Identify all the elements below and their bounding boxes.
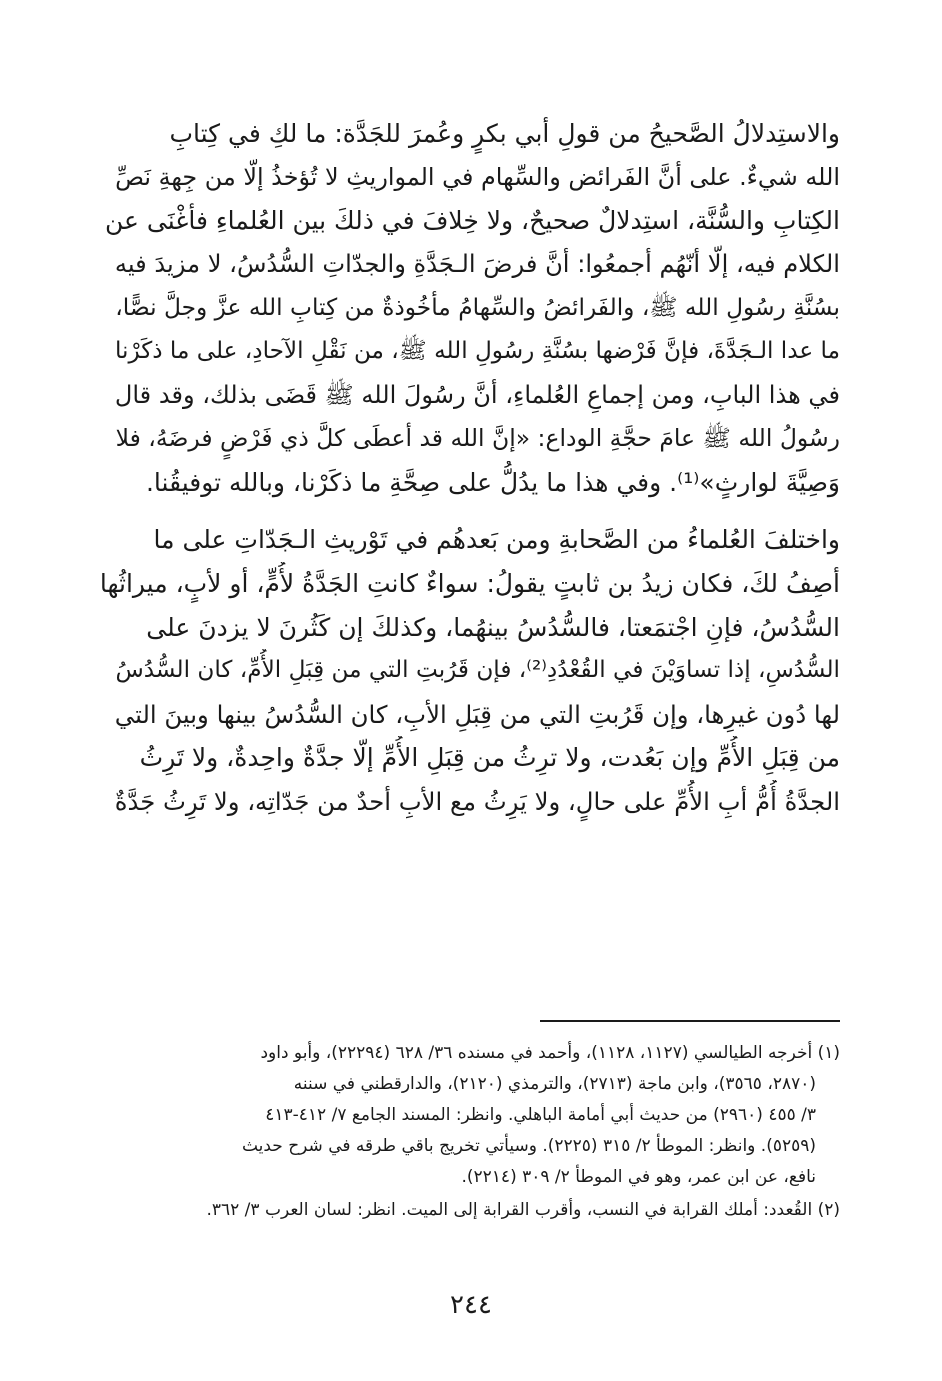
text-line: لها دُون غيرِها، وإن قَرُبتِ التي من قِبَلِ الأبِ، كان السُّدُسُ بينها وبينَ التي [114, 699, 840, 729]
main-text [100, 112, 840, 824]
paragraph-2 [100, 518, 840, 823]
text-line: الجدَّةُ أُمُّ أبِ الأُمِّ على حالٍ، ولا يَرِثُ مع الأبِ أحدٌ من جَدّاتِه، ولا تَرِثُ جَدَّةٌ [114, 786, 840, 816]
footnote-2 [100, 1195, 840, 1226]
text-line: من قِبَلِ الأُمِّ وإن بَعُدت، ولا ترِثُ من قِبَلِ الأُمِّ إلّا جدَّةٌ واحِدةٌ، ولا تَرِثُ [139, 743, 840, 773]
footnote-line: (٢٨٧٠، ٣٥٦٥)، وابن ماجة (٢٧١٣)، والترمذي (٢١٢٠)، والدارقطني في سننه [293, 1074, 816, 1094]
footnote-line: ٣/ ٤٥٥ (٢٩٦٠) من حديث أبي أمامة الباهلي. وانظر: المسند الجامع ٧/ ٤١٢-٤١٣ [265, 1105, 816, 1125]
text-line: في هذا البابِ، ومن إجماعِ العُلماءِ، أنَّ رسُولَ الله ﷺ قَضَى بذلك، وقد قال [114, 380, 840, 409]
text-line: السُّدُسُ، فإنِ اجْتمَعتا، فالسُّدُسُ بينهُما، وكذلكَ إن كَثُرنَ لا يزدنَ على [146, 612, 840, 642]
footnote-line: نافع، عن ابن عمر، وهو في الموطأ ٢/ ٣٠٩ (٢٢١٤). [461, 1167, 816, 1187]
text-line: رسُولُ الله ﷺ عامَ حجَّةِ الوداع: «إنَّ الله قد أعطَى كلَّ ذي فَرْضٍ فرضَهُ، فلا [115, 424, 840, 453]
text-line: وَصِيَّةَ لوارثٍ»⁽¹⁾. وفي هذا ما يدُلُّ على صِحَّةِ ما ذكَرْنا، وبالله توفيقُنا. [145, 467, 840, 497]
text-line: أصِفُ لكَ، فكان زيدُ بن ثابتٍ يقولُ: سواءٌ كانتِ الجَدَّةُ لأُمٍّ، أو لأبٍ، ميراثُها [100, 568, 840, 598]
page-number: ٢٤٤ [450, 1290, 492, 1320]
text-line: ما عدا الـجَدَّةَ، فإنَّ فَرْضها بسُنَّةِ رسُولِ الله ﷺ، من نَقْلِ الآحادِ، على ما ذكَرْنا [114, 337, 840, 364]
text-line: الكلام فيه، إلّا أنّهُم أجمعُوا: أنَّ فرضَ الـجَدَّةِ والجدّاتِ السُّدُسُ، لا مزيدَ فيه [114, 249, 840, 278]
footnote-line: (٢) القُعدد: أملك القرابة في النسب، وأقرب القرابة إلى الميت. انظر: لسان العرب ٣/ ٣٦٢. [206, 1200, 840, 1220]
text-line: الكِتابِ والسُّنَّة، استِدلالٌ صحيحٌ، ولا خِلافَ في ذلكَ بين العُلماءِ فأغْنَى عن [105, 206, 840, 236]
text-line: والاستِدلالُ الصَّحيحُ من قولِ أبي بكرٍ وعُمرَ للجَدَّة: ما لكِ في كِتابِ [169, 119, 840, 148]
footnote-line: (١) أخرجه الطيالسي (١١٢٧، ١١٢٨)، وأحمد في مسنده ٣٦/ ٦٢٨ (٢٢٢٩٤)، وأبو داود [260, 1043, 840, 1063]
text-line: الله شيءٌ. على أنَّ الفَرائض والسِّهام في المواريثِ لا تُؤخذُ إلّا من جِهةِ نَصِّ [115, 162, 840, 191]
paragraph-1 [100, 112, 840, 504]
footnote-line: (٥٢٥٩). وانظر: الموطأ ٢/ ٣١٥ (٢٢٢٥). وسيأتي تخريج باقي طرقه في شرح حديث [241, 1136, 816, 1156]
footnotes [100, 1038, 840, 1226]
text-line: واختلفَ العُلماءُ من الصَّحابةِ ومن بَعدهُم في تَوْريثِ الـجَدّاتِ على ما [153, 525, 840, 555]
footnote-separator [540, 1020, 840, 1022]
footnote-1 [100, 1038, 840, 1193]
text-line: بسُنَّةِ رسُولِ الله ﷺ، والفَرائضُ والسِّهامُ مأخُوذةٌ من كِتابِ الله عزَّ وجلَّ نصًّا، [115, 294, 840, 322]
text-line: السُّدُسِ، إذا تساوَيْنَ في القُعْدُدِ⁽²⁾، فإن قَرُبتِ التي من قِبَلِ الأُمِّ، كان السُّدُسُ [115, 657, 840, 684]
